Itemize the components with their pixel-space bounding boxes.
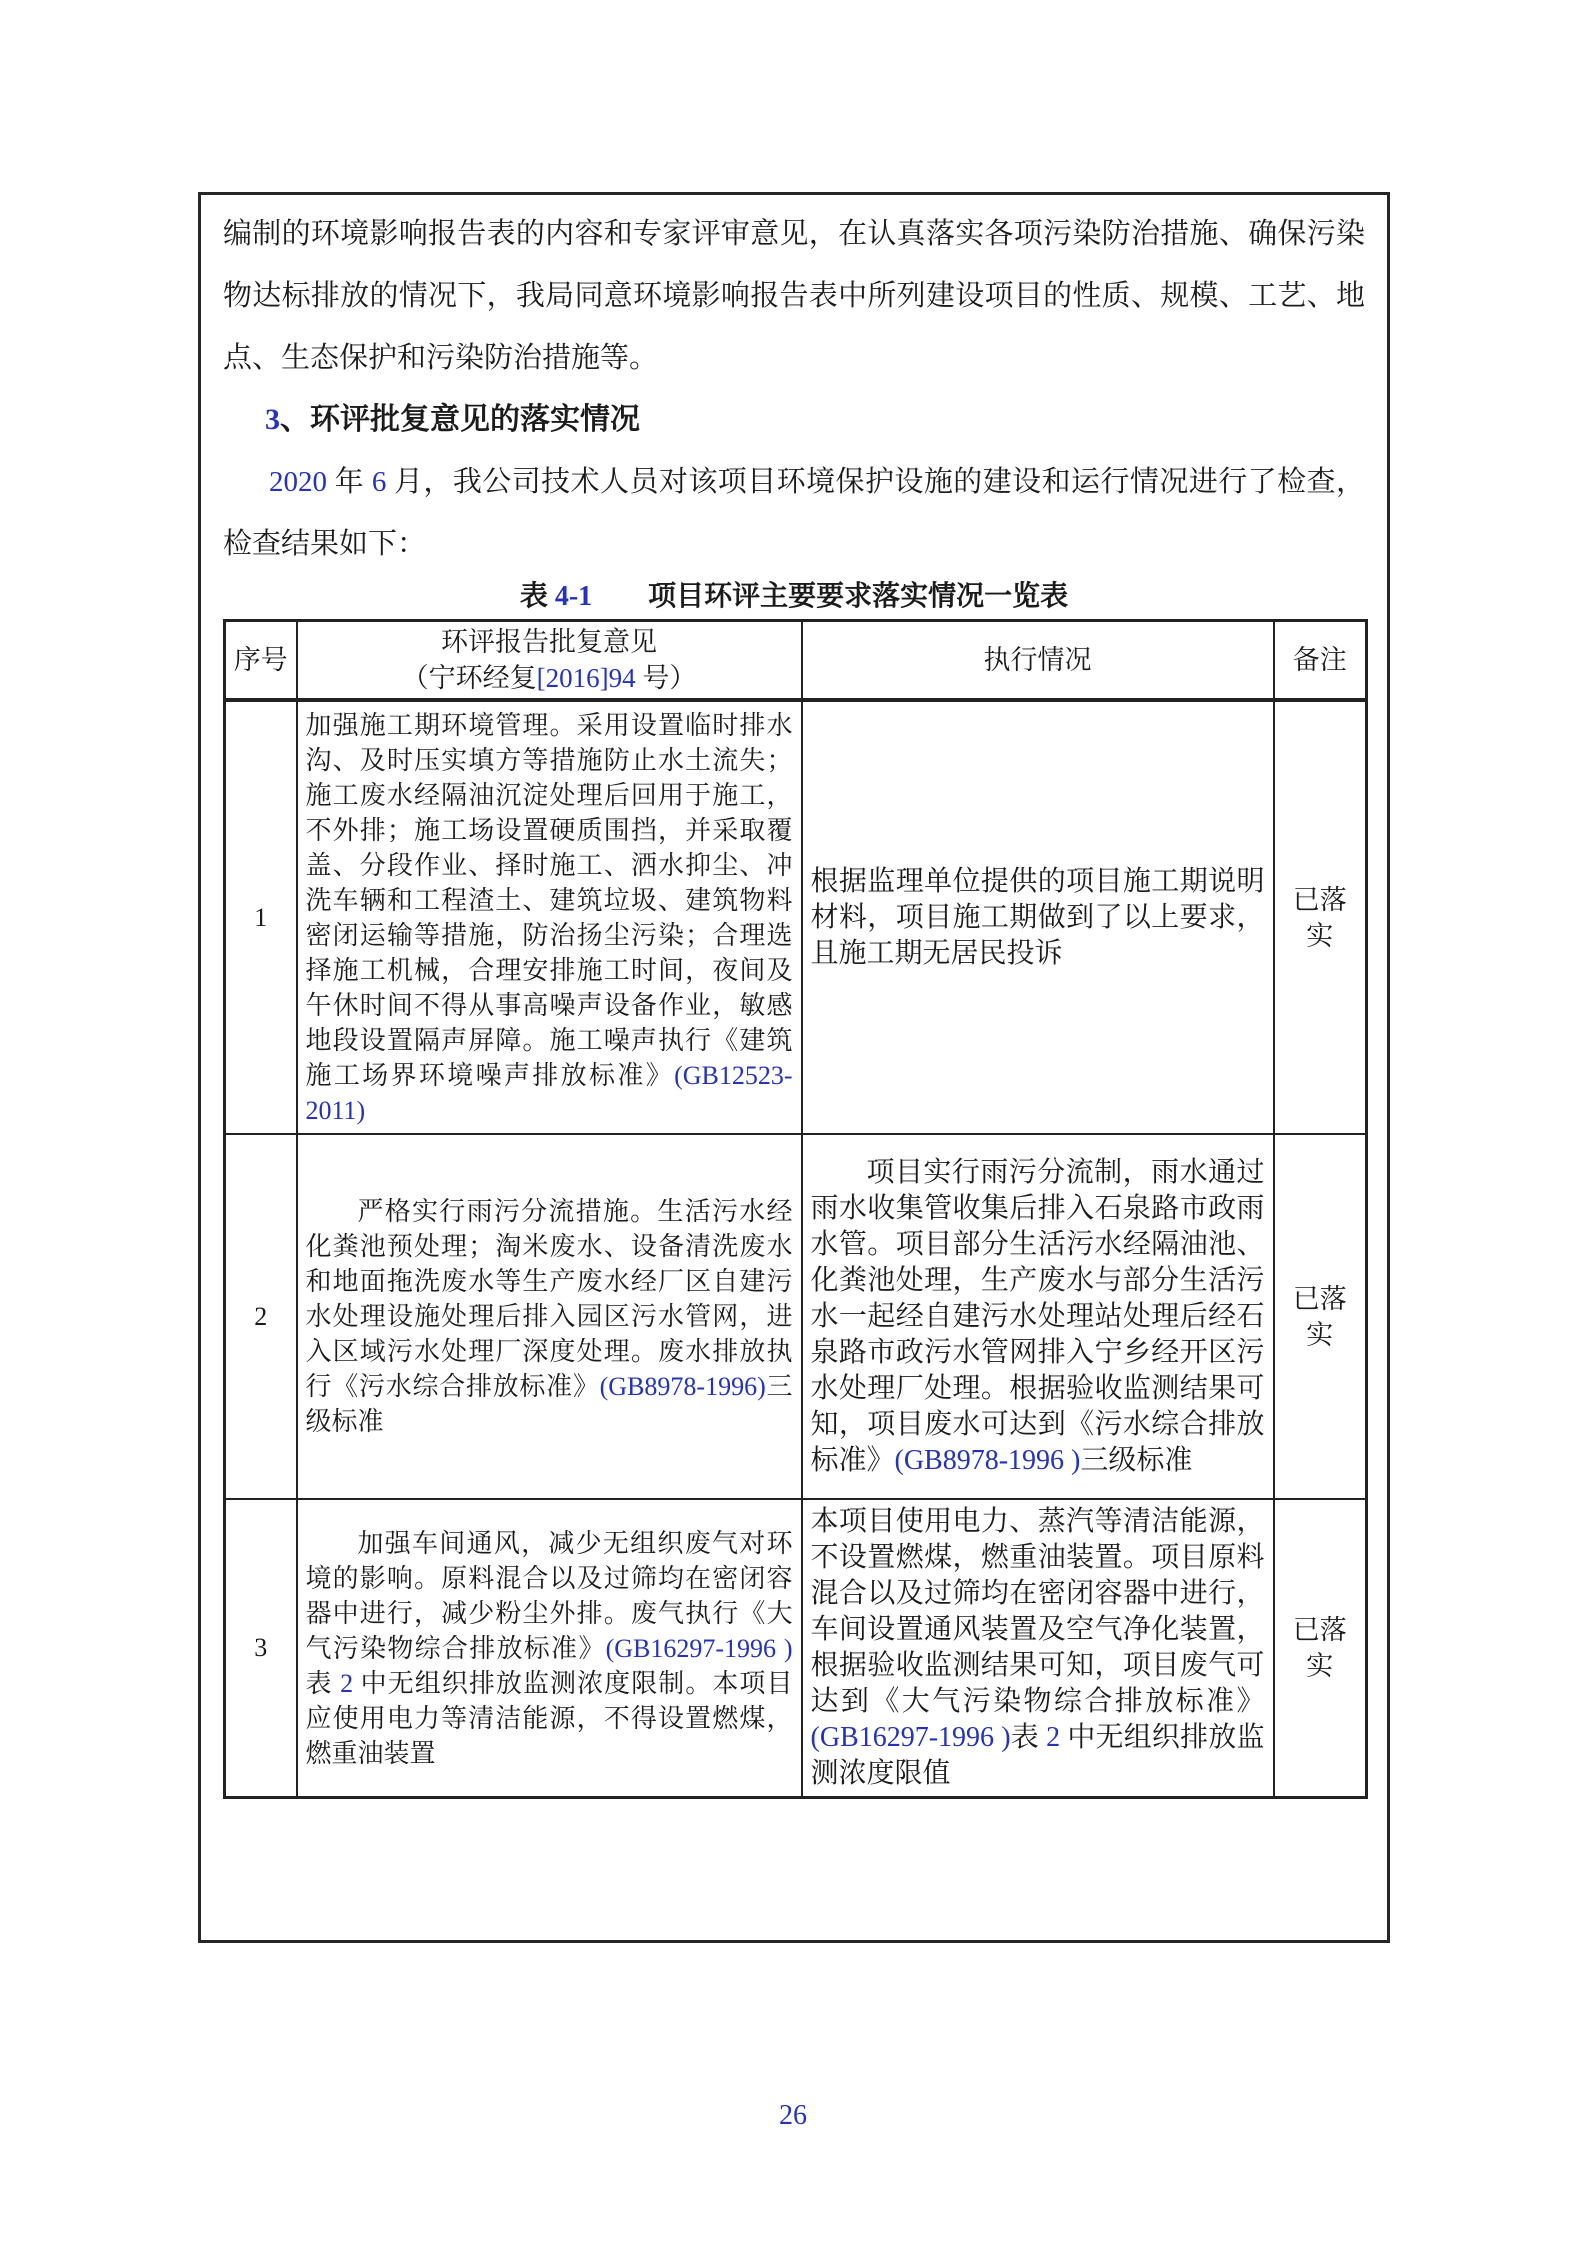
table-row	[225, 1134, 1367, 1499]
row-number: 3	[225, 1499, 297, 1798]
header-cell-no: 序号	[225, 621, 297, 701]
remark-cell: 已落实	[1274, 1134, 1367, 1499]
review-table	[223, 619, 1368, 1799]
opinion-cell: 严格实行雨污分流措施。生活污水经化粪池预处理；淘米废水、设备清洗废水和地面拖洗废水等生产废水经厂区自建污水处理设施处理后排入园区污水管网，进入区域污水处理厂深度处理。废水排放执行《污水综合排放标准》(GB8978-1996)三级标准	[297, 1134, 802, 1499]
execution-cell: 本项目使用电力、蒸汽等清洁能源，不设置燃煤，燃重油装置。项目原料混合以及过筛均在密闭容器中进行，车间设置通风装置及空气净化装置，根据验收监测结果可知，项目废气可达到《大气污染物综合排放标准》(GB16297-1996 )表 2 中无组织排放监测浓度限值	[802, 1499, 1274, 1798]
header-cell-execution: 执行情况	[802, 621, 1274, 701]
header-cell-opinion	[297, 621, 802, 701]
opinion-cell: 加强车间通风，减少无组织废气对环境的影响。原料混合以及过筛均在密闭容器中进行，减少粉尘外排。废气执行《大气污染物综合排放标准》(GB16297-1996 )表 2 中无组织排放监测浓度限制。本项目应使用电力等清洁能源，不得设置燃煤，燃重油装置	[297, 1499, 802, 1798]
section-heading: 3、环评批复意见的落实情况	[265, 403, 640, 436]
header-cell-remark: 备注	[1274, 621, 1367, 701]
content-frame	[198, 192, 1390, 1943]
row-number: 2	[225, 1134, 297, 1499]
opinion-cell: 加强施工期环境管理。采用设置临时排水沟、及时压实填方等措施防止水土流失；施工废水经隔油沉淀处理后回用于施工，不外排；施工场设置硬质围挡，并采取覆盖、分段作业、择时施工、洒水抑尘、冲洗车辆和工程渣土、建筑垃圾、建筑物料密闭运输等措施，防治扬尘污染；合理选择施工机械，合理安排施工时间，夜间及午休时间不得从事高噪声设备作业，敏感地段设置隔声屏障。施工噪声执行《建筑施工场界环境噪声排放标准》(GB12523-2011)	[297, 700, 802, 1134]
table-header-row	[225, 621, 1367, 701]
intro-paragraph: 编制的环境影响报告表的内容和专家评审意见，在认真落实各项污染防治措施、确保污染物达标排放的情况下，我局同意环境影响报告表中所列建设项目的性质、规模、工艺、地点、生态保护和污染防治措施等。	[223, 218, 1365, 374]
execution-cell: 项目实行雨污分流制，雨水通过雨水收集管收集后排入石泉路市政雨水管。项目部分生活污水经隔油池、化粪池处理，生产废水与部分生活污水一起经自建污水处理站处理后经石泉路市政污水管网排入宁乡经开区污水处理厂处理。根据验收监测结果可知，项目废水可达到《污水综合排放标准》(GB8978-1996 )三级标准	[802, 1134, 1274, 1499]
table-row	[225, 700, 1367, 1134]
remark-cell: 已落实	[1274, 700, 1367, 1134]
inspection-paragraph: 2020 年 6 月，我公司技术人员对该项目环境保护设施的建设和运行情况进行了检查，检查结果如下：	[223, 466, 1365, 560]
execution-cell: 根据监理单位提供的项目施工期说明材料，项目施工期做到了以上要求，且施工期无居民投诉	[802, 700, 1274, 1134]
header-opinion-line1: 环评报告批复意见	[441, 627, 657, 657]
remark-cell: 已落实	[1274, 1499, 1367, 1798]
table-title: 表 4-1 项目环评主要要求落实情况一览表	[519, 581, 1069, 612]
row-number: 1	[225, 700, 297, 1134]
table-row	[225, 1499, 1367, 1798]
header-opinion-line2: （宁环经复[2016]94 号）	[401, 663, 697, 693]
page-number: 26	[779, 2100, 807, 2131]
